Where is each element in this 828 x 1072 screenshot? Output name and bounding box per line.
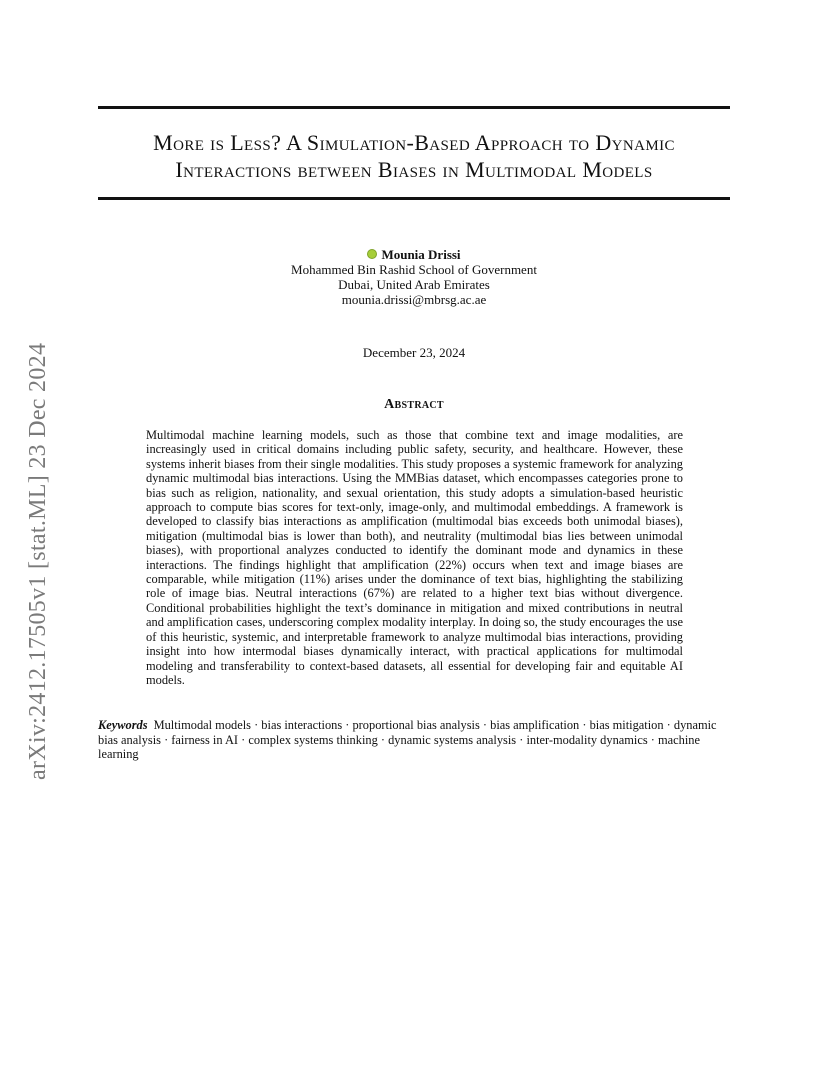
author-location: Dubai, United Arab Emirates [338,277,490,292]
keywords-list: Multimodal models · bias interactions · proportional bias analysis · bias amplification · bias mitigation · dynamic bias analysis · fairness in AI · complex systems thinking · dynamic systems analysis · inter-modality dynamics · machine learning [98,718,717,762]
author-block [98,247,730,307]
abstract-body: Multimodal machine learning models, such as those that combine text and image modalities, are increasingly used in critical domains including public safety, security, and healthcare. However, these systems inherit biases from their single modalities. This study proposes a systemic framework for analyzing dynamic multimodal bias interactions. Using the MMBias dataset, which encompasses categories prone to bias such as religion, nationality, and sexual orientation, this study adopts a simulation-based heuristic approach to compute bias scores for text-only, image-only, and multimodal embeddings. A framework is developed to classify bias interactions as amplification (multimodal bias exceeds both unimodal biases), mitigation (multimodal bias is lower than both), and neutrality (multimodal bias lies between unimodal biases), with proportional analyzes conducted to identify the dominant mode and dynamics in these interactions. The findings highlight that amplification (22%) occurs when text and image biases are comparable, while mitigation (11%) arises under the dominance of text bias, highlighting the stabilizing role of image bias. Neutral interactions (67%) are related to a higher text bias without divergence. Conditional probabilities highlight the text’s dominance in mitigation and mixed contributions in neutral and amplification cases, underscoring complex modality interplay. In doing so, the study encourages the use of this heuristic, systemic, and interpretable framework to analyze multimodal bias interactions, providing insight into how intermodal biases dynamically interact, with practical applications for multimodal modeling and transferability to context-based datasets, all essential for developing fair and equitable AI models. [146,428,683,687]
abstract-heading: Abstract [384,397,444,412]
author-name: Mounia Drissi [381,247,461,262]
paper-title-line-1: More is Less? A Simulation-Based Approach to Dynamic [153,130,675,155]
keywords-label: Keywords [98,718,148,732]
orcid-icon[interactable] [367,249,377,259]
arxiv-identifier: arXiv:2412.17505v1 [stat.ML] 23 Dec 2024 [25,342,51,780]
paper-title-line-2: Interactions between Biases in Multimodal Models [175,157,653,182]
paper-date: December 23, 2024 [362,345,466,360]
author-line [98,247,730,262]
paper-title [98,129,730,183]
keywords-block [98,718,730,762]
author-email[interactable]: mounia.drissi@mbrsg.ac.ae [341,292,487,307]
title-bottom-rule [98,197,730,200]
author-affiliation: Mohammed Bin Rashid School of Government [291,262,537,277]
arxiv-identifier-sidebar [20,280,60,780]
title-top-rule [98,106,730,109]
